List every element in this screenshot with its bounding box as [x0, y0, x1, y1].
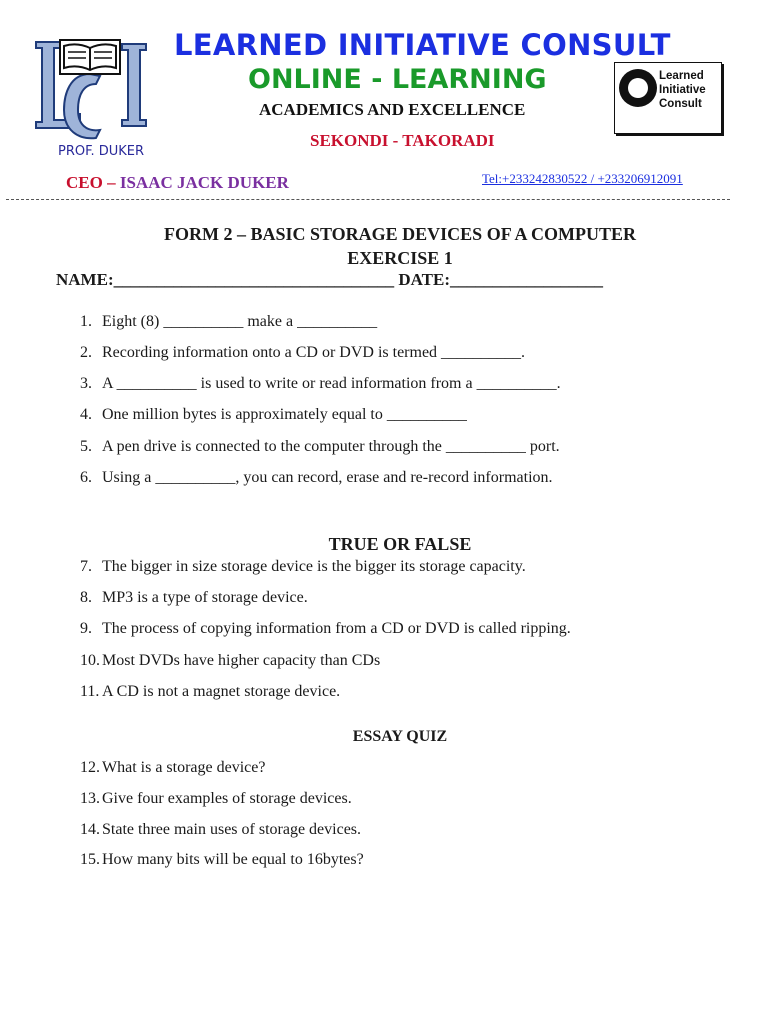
lic-logo-text: Learned Initiative Consult	[659, 70, 706, 110]
question-item: 6. Using a __________, you can record, erase and re-record information.	[80, 469, 553, 486]
question-item: 3. A __________ is used to write or read information from a __________.	[80, 375, 561, 392]
lci-logo	[30, 34, 148, 142]
name-date-line: NAME:_________________________________ DATE:__________________	[56, 270, 603, 289]
location: SEKONDI - TAKORADI	[310, 131, 495, 150]
question-item: 13. Give four examples of storage devices.	[80, 790, 352, 807]
question-item: 11. A CD is not a magnet storage device.	[80, 683, 341, 700]
ceo-name: ISAAC JACK DUKER	[119, 173, 289, 192]
question-item: 12. What is a storage device?	[80, 759, 266, 776]
question-item: 14. State three main uses of storage devices.	[80, 821, 362, 838]
question-item: 4. One million bytes is approximately equal to __________	[80, 406, 467, 423]
online-learning-subtitle: ONLINE - LEARNING	[248, 64, 547, 95]
org-name: LEARNED INITIATIVE CONSULT	[174, 28, 671, 62]
question-item: 2. Recording information onto a CD or DVD is termed __________.	[80, 344, 526, 361]
tagline: ACADEMICS AND EXCELLENCE	[259, 100, 526, 119]
question-item: 9. The process of copying information from a CD or DVD is called ripping.	[80, 620, 571, 637]
worksheet-title: FORM 2 – BASIC STORAGE DEVICES OF A COMPUTER	[163, 224, 637, 244]
header-divider	[6, 199, 730, 200]
exercise-label: EXERCISE 1	[347, 248, 453, 268]
ceo-prefix: CEO –	[66, 173, 116, 192]
question-item: 5. A pen drive is connected to the computer through the __________ port.	[80, 438, 560, 455]
prof-label: PROF. DUKER	[58, 144, 145, 159]
question-item: 7. The bigger in size storage device is the bigger its storage capacity.	[80, 558, 526, 575]
question-item: 15. How many bits will be equal to 16bytes?	[80, 851, 364, 868]
question-item: 8. MP3 is a type of storage device.	[80, 589, 308, 606]
essay-heading: ESSAY QUIZ	[352, 728, 448, 745]
ceo-line	[66, 173, 289, 193]
question-item: 10. Most DVDs have higher capacity than CDs	[80, 652, 381, 669]
telephone-link[interactable]: Tel:+233242830522 / +233206912091	[482, 171, 683, 186]
globe-icon	[619, 69, 657, 107]
question-item: 1. Eight (8) __________ make a __________	[80, 313, 378, 330]
true-false-heading: TRUE OR FALSE	[328, 534, 472, 554]
lic-logo	[614, 62, 722, 134]
